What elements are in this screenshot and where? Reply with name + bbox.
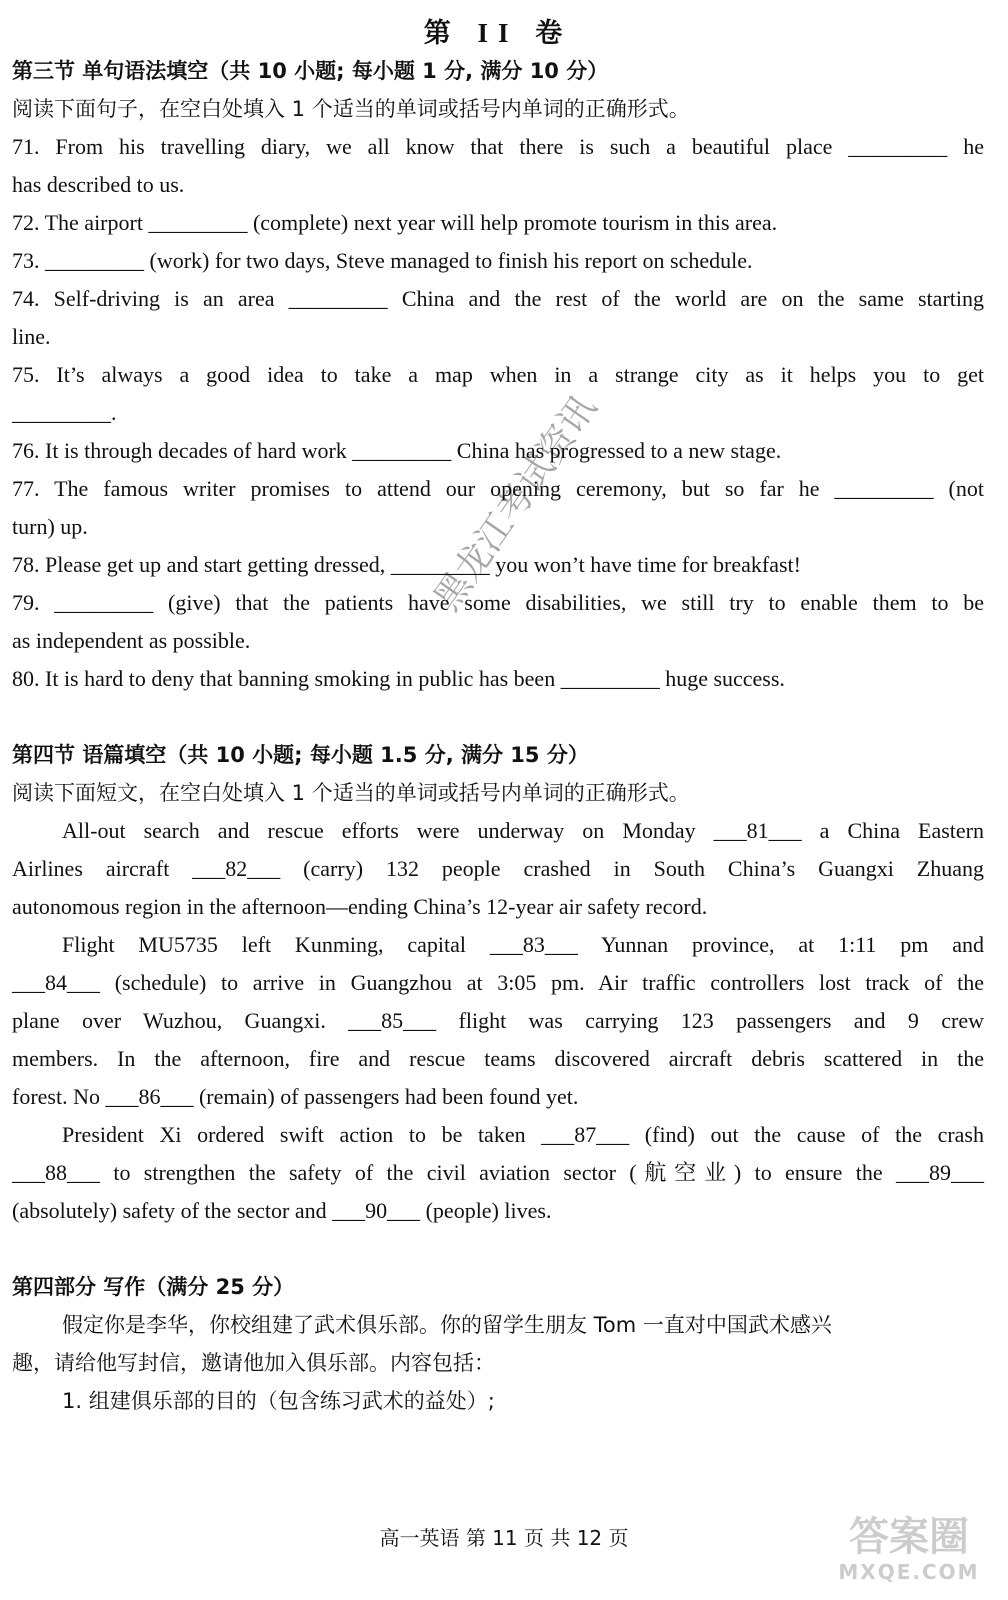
section4-instruction: 阅读下面短文，在空白处填入 1 个适当的单词或括号内单词的正确形式。 [12, 781, 690, 805]
site-logo [824, 1514, 994, 1594]
passage-line: Flight MU5735 left Kunming, capital ___83___ Yunnan province, at 1:11 pm and [62, 932, 984, 957]
question-78: 78. Please get up and start getting dressed, _________ you won’t have time for breakfast! [12, 552, 801, 577]
section3-heading: 第三节 单句语法填空（共 10 小题; 每小题 1 分, 满分 10 分） [12, 59, 609, 83]
passage-line: President Xi ordered swift action to be taken ___87___ (find) out the cause of the crash [62, 1122, 984, 1147]
passage-line: Airlines aircraft ___82___ (carry) 132 people crashed in South China’s Guangxi Zhuang [12, 856, 984, 881]
question-75: 75. It’s always a good idea to take a map when in a strange city as it helps you to get [12, 362, 984, 387]
passage-line: All-out search and rescue efforts were underway on Monday ___81___ a China Eastern [62, 818, 984, 843]
passage-line: ___84___ (schedule) to arrive in Guangzhou at 3:05 pm. Air traffic controllers lost track of the [12, 970, 984, 995]
question-71-cont: has described to us. [12, 172, 185, 197]
question-72: 72. The airport _________ (complete) next year will help promote tourism in this area. [12, 210, 778, 235]
question-74-cont: line. [12, 324, 51, 349]
passage-line: autonomous region in the afternoon—ending China’s 12-year air safety record. [12, 894, 708, 919]
logo-domain: MXQE.COM [838, 1560, 980, 1584]
passage-line: members. In the afternoon, fire and rescue teams discovered aircraft debris scattered in the [12, 1046, 984, 1071]
question-77-cont: turn) up. [12, 514, 88, 539]
question-80: 80. It is hard to deny that banning smoking in public has been _________ huge success. [12, 666, 785, 691]
passage-line: (absolutely) safety of the sector and ___90___ (people) lives. [12, 1198, 552, 1223]
writing-prompt-line: 趣，请给他写封信，邀请他加入俱乐部。内容包括： [12, 1351, 495, 1375]
writing-prompt-line: 假定你是李华，你校组建了武术俱乐部。你的留学生朋友 Tom 一直对中国武术感兴 [62, 1313, 832, 1337]
passage-line: ___88___ to strengthen the safety of the civil aviation sector (航空业) to ensure the ___89___ [12, 1160, 984, 1185]
question-79: 79. _________ (give) that the patients have some disabilities, we still try to enable them to be [12, 590, 984, 615]
question-77: 77. The famous writer promises to attend our opening ceremony, but so far he _________ (not [12, 476, 984, 501]
part4-heading: 第四部分 写作（满分 25 分） [12, 1275, 295, 1299]
page-footer: 高一英语 第 11 页 共 12 页 [379, 1526, 629, 1550]
watermark: 黑龙江考试资讯 [426, 388, 605, 619]
exam-page [12, 14, 984, 1420]
writing-requirement-1: 1. 组建俱乐部的目的（包含练习武术的益处）; [62, 1389, 495, 1413]
spacer [12, 1230, 984, 1268]
question-79-cont: as independent as possible. [12, 628, 251, 653]
logo-text: 答案圈 [849, 1514, 969, 1560]
question-71: 71. From his travelling diary, we all know that there is such a beautiful place _________ he [12, 134, 984, 159]
passage-line: forest. No ___86___ (remain) of passengers had been found yet. [12, 1084, 579, 1109]
section4-heading: 第四节 语篇填空（共 10 小题; 每小题 1.5 分, 满分 15 分） [12, 743, 589, 767]
question-76: 76. It is through decades of hard work _________ China has progressed to a new stage. [12, 438, 782, 463]
question-73: 73. _________ (work) for two days, Steve managed to finish his report on schedule. [12, 248, 753, 273]
section3-instruction: 阅读下面句子，在空白处填入 1 个适当的单词或括号内单词的正确形式。 [12, 97, 690, 121]
passage-line: plane over Wuzhou, Guangxi. ___85___ flight was carrying 123 passengers and 9 crew [12, 1008, 984, 1033]
part-title: 第 II 卷 [423, 18, 573, 48]
spacer [12, 698, 984, 736]
question-74: 74. Self-driving is an area _________ China and the rest of the world are on the same starting [12, 286, 984, 311]
question-75-cont: _________. [12, 400, 117, 425]
